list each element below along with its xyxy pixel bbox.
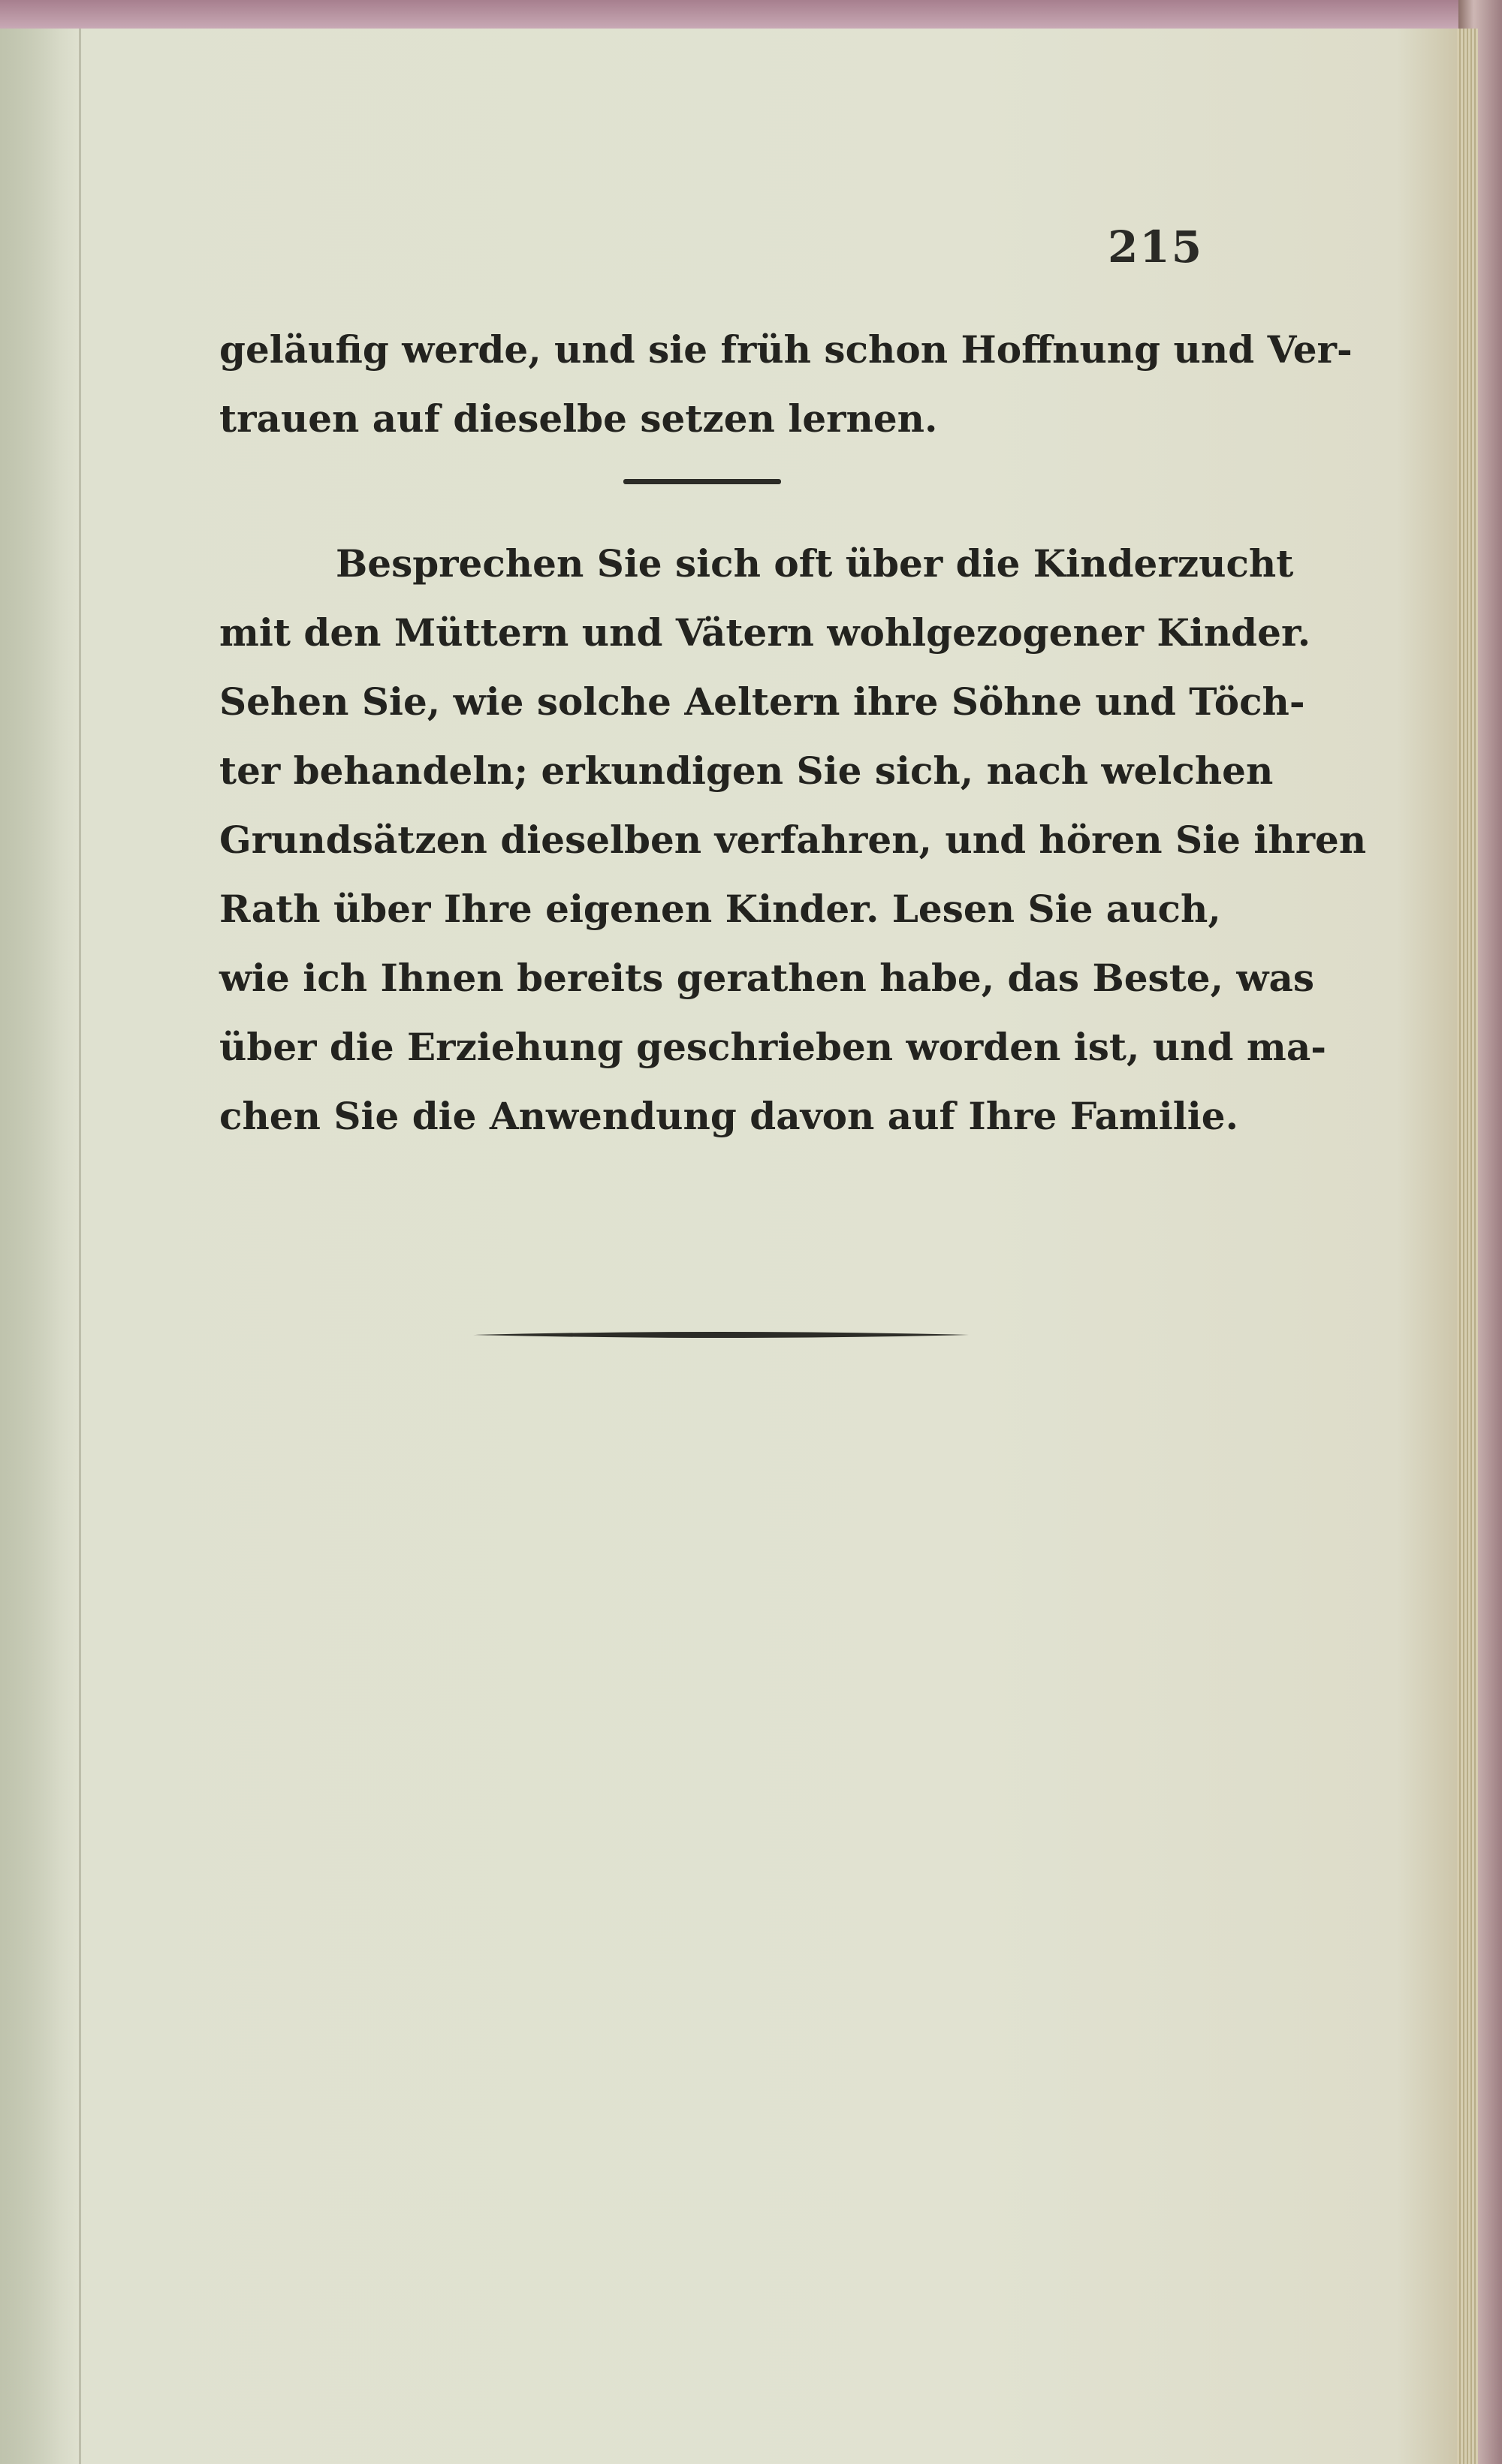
text-line: Grundsätzen dieselben verfahren, und hören Sie ihren bbox=[219, 818, 1367, 862]
text-line: Sehen Sie, wie solche Aeltern ihre Söhne und Töch- bbox=[219, 679, 1305, 724]
text-line: trauen auf dieselbe setzen lernen. bbox=[219, 396, 938, 441]
text-line: geläufig werde, und sie früh schon Hoffnung und Ver- bbox=[219, 327, 1353, 372]
page-edges bbox=[1457, 29, 1478, 2464]
text-line: ter behandeln; erkundigen Sie sich, nach welchen bbox=[219, 749, 1274, 793]
text-line: Rath über Ihre eigenen Kinder. Lesen Sie auch, bbox=[219, 887, 1221, 931]
page-number: 215 bbox=[1108, 221, 1204, 273]
gutter-shadow bbox=[0, 29, 79, 2464]
text-line: über die Erziehung geschrieben worden ist, und ma- bbox=[219, 1025, 1326, 1069]
text-line: mit den Müttern und Vätern wohlgezogener Kinder. bbox=[219, 610, 1311, 655]
gutter-line bbox=[79, 29, 81, 2464]
book-cover-top bbox=[0, 0, 1502, 29]
paragraph-continuation bbox=[219, 315, 1353, 453]
text-line: Besprechen Sie sich oft über die Kinderzucht bbox=[336, 541, 1294, 586]
section-divider bbox=[623, 479, 781, 484]
paragraph-main bbox=[219, 529, 1367, 1151]
end-of-chapter-rule bbox=[473, 1330, 969, 1339]
text-line: chen Sie die Anwendung davon auf Ihre Familie. bbox=[219, 1094, 1239, 1138]
text-line: wie ich Ihnen bereits gerathen habe, das Beste, was bbox=[219, 956, 1315, 1000]
